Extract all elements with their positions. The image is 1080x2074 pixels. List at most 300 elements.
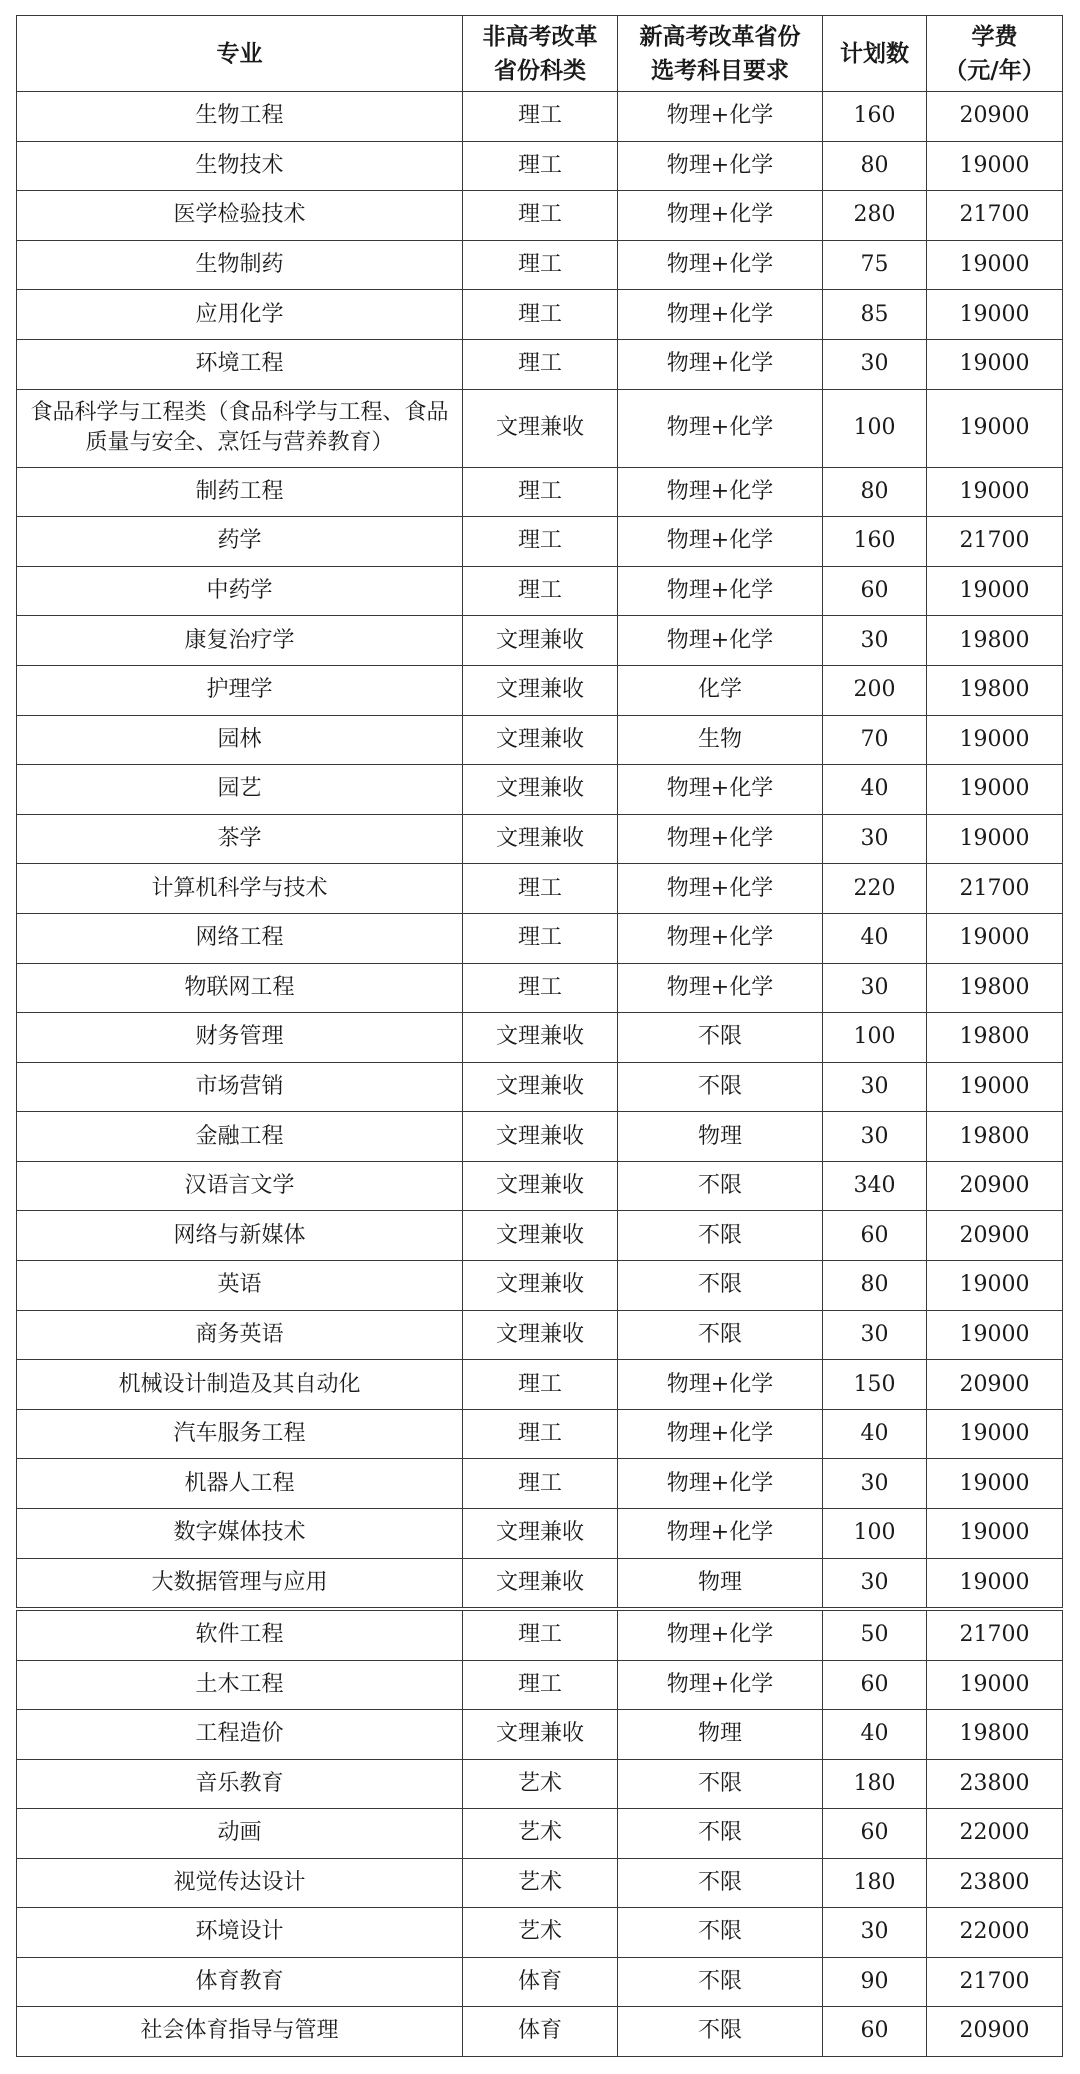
cell-elective-requirement [618, 92, 823, 142]
cell-text: 不限 [697, 1869, 742, 1895]
cell-text: 理工 [517, 202, 562, 228]
cell-elective-requirement [618, 1957, 823, 2007]
cell-text: 20900 [959, 103, 1030, 129]
cell-text: 23800 [959, 1770, 1030, 1796]
table-row [17, 191, 1063, 241]
cell-major [17, 1957, 463, 2007]
cell-subject-category [463, 467, 618, 517]
table-row [17, 1211, 1063, 1261]
cell-text: 商务英语 [195, 1321, 284, 1347]
cell-text: 护理学 [206, 677, 273, 703]
cell-text: 30 [860, 1470, 889, 1496]
cell-major [17, 616, 463, 666]
cell-subject-category [463, 814, 618, 864]
cell-text: 机械设计制造及其自动化 [118, 1371, 361, 1397]
header-line: 非高考改革 [482, 22, 598, 50]
cell-tuition [927, 1809, 1063, 1859]
table-row [17, 1161, 1063, 1211]
cell-plan-count [823, 1957, 927, 2007]
cell-plan-count [823, 290, 927, 340]
cell-subject-category [463, 1858, 618, 1908]
cell-text: 40 [860, 925, 889, 951]
cell-text: 21700 [959, 202, 1030, 228]
cell-text: 19800 [959, 1721, 1030, 1747]
cell-text: 文理兼收 [495, 1272, 584, 1298]
cell-plan-count [823, 1710, 927, 1760]
cell-text: 理工 [517, 1470, 562, 1496]
cell-text: 理工 [517, 578, 562, 604]
cell-text: 软件工程 [195, 1622, 284, 1648]
cell-text: 75 [860, 252, 889, 278]
cell-tuition [927, 1908, 1063, 1958]
cell-text: 生物制药 [195, 252, 284, 278]
cell-text: 物理+化学 [666, 415, 774, 441]
cell-major [17, 191, 463, 241]
cell-text: 19000 [959, 415, 1030, 441]
cell-text: 文理兼收 [495, 1024, 584, 1050]
header-major [17, 16, 463, 92]
table-row [17, 1459, 1063, 1509]
cell-subject-category [463, 665, 618, 715]
cell-text: 网络工程 [195, 925, 284, 951]
table-row [17, 1858, 1063, 1908]
cell-text: 生物工程 [195, 103, 284, 129]
cell-text: 60 [860, 578, 889, 604]
cell-text: 药学 [217, 528, 262, 554]
cell-plan-count [823, 1509, 927, 1559]
cell-major [17, 240, 463, 290]
cell-plan-count [823, 814, 927, 864]
cell-tuition [927, 517, 1063, 567]
cell-plan-count [823, 665, 927, 715]
table-row [17, 517, 1063, 567]
cell-text: 物理+化学 [666, 478, 774, 504]
cell-elective-requirement [618, 1558, 823, 1608]
cell-tuition [927, 1660, 1063, 1710]
cell-text: 30 [860, 351, 889, 377]
cell-text: 19000 [959, 1671, 1030, 1697]
cell-text: 20900 [959, 1222, 1030, 1248]
cell-text: 不限 [697, 1073, 742, 1099]
table-row [17, 467, 1063, 517]
cell-tuition [927, 141, 1063, 191]
cell-plan-count [823, 1558, 927, 1608]
cell-tuition [927, 1360, 1063, 1410]
table-row [17, 1908, 1063, 1958]
cell-text: 不限 [697, 1024, 742, 1050]
cell-text: 20900 [959, 2018, 1030, 2044]
table-body [17, 92, 1063, 1608]
cell-plan-count [823, 566, 927, 616]
cell-plan-count [823, 1062, 927, 1112]
cell-text: 土木工程 [195, 1671, 284, 1697]
cell-text: 艺术 [517, 1770, 562, 1796]
cell-major [17, 1558, 463, 1608]
cell-text: 19000 [959, 1321, 1030, 1347]
cell-text: 23800 [959, 1869, 1030, 1895]
cell-text: 85 [860, 301, 889, 327]
cell-text: 化学 [697, 677, 742, 703]
cell-text: 70 [860, 726, 889, 752]
cell-text: 19000 [959, 776, 1030, 802]
cell-elective-requirement [618, 1161, 823, 1211]
cell-text: 茶学 [217, 826, 262, 852]
cell-subject-category [463, 1809, 618, 1859]
cell-tuition [927, 963, 1063, 1013]
cell-major [17, 1261, 463, 1311]
table-row [17, 616, 1063, 666]
cell-major [17, 913, 463, 963]
cell-tuition [927, 715, 1063, 765]
cell-plan-count [823, 389, 927, 467]
header-line: 计划数 [840, 39, 909, 67]
cell-plan-count [823, 1112, 927, 1162]
cell-text: 60 [860, 1222, 889, 1248]
cell-plan-count [823, 765, 927, 815]
cell-text: 机器人工程 [184, 1470, 295, 1496]
cell-elective-requirement [618, 566, 823, 616]
cell-tuition [927, 765, 1063, 815]
cell-elective-requirement [618, 715, 823, 765]
cell-major [17, 1360, 463, 1410]
cell-elective-requirement [618, 1710, 823, 1760]
cell-text: 体育 [517, 2018, 562, 2044]
cell-elective-requirement [618, 1509, 823, 1559]
cell-text: 理工 [517, 974, 562, 1000]
cell-text: 物理+化学 [666, 1622, 774, 1648]
cell-text: 文理兼收 [495, 726, 584, 752]
header-subject-category [463, 16, 618, 92]
cell-plan-count [823, 1858, 927, 1908]
cell-plan-count [823, 616, 927, 666]
table-row [17, 1611, 1063, 1661]
table-row [17, 240, 1063, 290]
table-row [17, 1013, 1063, 1063]
cell-text: 19000 [959, 726, 1030, 752]
cell-plan-count [823, 1161, 927, 1211]
cell-text: 30 [860, 1073, 889, 1099]
cell-text: 19000 [959, 1073, 1030, 1099]
header-plan-count [823, 16, 927, 92]
cell-text: 19000 [959, 826, 1030, 852]
cell-text: 60 [860, 1671, 889, 1697]
cell-text: 200 [853, 677, 896, 703]
cell-text: 文理兼收 [495, 1222, 584, 1248]
cell-text: 不限 [697, 1321, 742, 1347]
cell-text: 理工 [517, 152, 562, 178]
cell-text: 物理+化学 [666, 252, 774, 278]
cell-text: 19000 [959, 301, 1030, 327]
cell-text: 英语 [217, 1272, 262, 1298]
cell-plan-count [823, 1013, 927, 1063]
table-row [17, 1957, 1063, 2007]
cell-text: 80 [860, 152, 889, 178]
cell-text: 理工 [517, 351, 562, 377]
cell-text: 康复治疗学 [184, 627, 295, 653]
cell-subject-category [463, 1261, 618, 1311]
table-row [17, 1809, 1063, 1859]
cell-elective-requirement [618, 814, 823, 864]
cell-text: 体育教育 [195, 1968, 284, 1994]
cell-subject-category [463, 1013, 618, 1063]
cell-major [17, 1310, 463, 1360]
cell-text: 物理+化学 [666, 875, 774, 901]
cell-text: 动画 [217, 1820, 262, 1846]
header-tuition [927, 16, 1063, 92]
cell-text: 21700 [959, 1968, 1030, 1994]
cell-elective-requirement [618, 1211, 823, 1261]
cell-major [17, 864, 463, 914]
cell-elective-requirement [618, 1360, 823, 1410]
cell-subject-category [463, 1710, 618, 1760]
cell-major [17, 1211, 463, 1261]
table-row [17, 1360, 1063, 1410]
cell-text: 工程造价 [195, 1721, 284, 1747]
table-row [17, 339, 1063, 389]
cell-text: 180 [853, 1869, 896, 1895]
cell-text: 物理+化学 [666, 103, 774, 129]
cell-subject-category [463, 963, 618, 1013]
cell-elective-requirement [618, 1310, 823, 1360]
cell-text: 30 [860, 627, 889, 653]
cell-text: 30 [860, 826, 889, 852]
header-line: 省份科类 [494, 56, 586, 84]
cell-plan-count [823, 1908, 927, 1958]
cell-text: 文理兼收 [495, 415, 584, 441]
cell-text: 环境设计 [195, 1919, 284, 1945]
cell-tuition [927, 1858, 1063, 1908]
cell-text: 理工 [517, 1622, 562, 1648]
cell-text: 文理兼收 [495, 1173, 584, 1199]
cell-text: 园林 [217, 726, 262, 752]
cell-text: 60 [860, 1820, 889, 1846]
cell-text: 19000 [959, 1272, 1030, 1298]
cell-text: 物理 [697, 1721, 742, 1747]
cell-elective-requirement [618, 517, 823, 567]
cell-elective-requirement [618, 616, 823, 666]
cell-text: 19000 [959, 152, 1030, 178]
cell-text: 网络与新媒体 [173, 1222, 306, 1248]
cell-major [17, 1809, 463, 1859]
cell-plan-count [823, 864, 927, 914]
cell-major [17, 92, 463, 142]
cell-text: 物理+化学 [666, 1671, 774, 1697]
cell-tuition [927, 1459, 1063, 1509]
cell-plan-count [823, 339, 927, 389]
cell-text: 19000 [959, 1421, 1030, 1447]
cell-tuition [927, 2007, 1063, 2057]
cell-text: 文理兼收 [495, 776, 584, 802]
cell-text: 20900 [959, 1371, 1030, 1397]
cell-text: 100 [853, 1520, 896, 1546]
cell-text: 音乐教育 [195, 1770, 284, 1796]
cell-elective-requirement [618, 1809, 823, 1859]
cell-plan-count [823, 191, 927, 241]
cell-text: 物理+化学 [666, 1421, 774, 1447]
cell-text: 340 [853, 1173, 896, 1199]
cell-plan-count [823, 1660, 927, 1710]
cell-plan-count [823, 1360, 927, 1410]
cell-text: 100 [853, 415, 896, 441]
cell-major [17, 1459, 463, 1509]
cell-text: 19000 [959, 1569, 1030, 1595]
cell-plan-count [823, 2007, 927, 2057]
cell-text: 19800 [959, 1123, 1030, 1149]
cell-text: 280 [853, 202, 896, 228]
cell-elective-requirement [618, 1409, 823, 1459]
cell-elective-requirement [618, 1459, 823, 1509]
cell-plan-count [823, 1409, 927, 1459]
cell-text: 22000 [959, 1919, 1030, 1945]
cell-text: 物理+化学 [666, 925, 774, 951]
cell-elective-requirement [618, 467, 823, 517]
cell-plan-count [823, 715, 927, 765]
cell-text: 金融工程 [195, 1123, 284, 1149]
cell-elective-requirement [618, 290, 823, 340]
cell-subject-category [463, 1360, 618, 1410]
cell-tuition [927, 864, 1063, 914]
cell-elective-requirement [618, 389, 823, 467]
cell-text: 汽车服务工程 [173, 1421, 306, 1447]
cell-text: 19800 [959, 627, 1030, 653]
cell-subject-category [463, 1957, 618, 2007]
cell-subject-category [463, 1310, 618, 1360]
cell-text: 30 [860, 1123, 889, 1149]
cell-text: 180 [853, 1770, 896, 1796]
cell-text: 40 [860, 1421, 889, 1447]
cell-subject-category [463, 1908, 618, 1958]
cell-elective-requirement [618, 1660, 823, 1710]
cell-major [17, 1710, 463, 1760]
cell-major [17, 141, 463, 191]
cell-tuition [927, 616, 1063, 666]
cell-text: 艺术 [517, 1869, 562, 1895]
cell-text: 19000 [959, 351, 1030, 377]
cell-plan-count [823, 141, 927, 191]
table-row [17, 141, 1063, 191]
cell-major [17, 963, 463, 1013]
cell-text: 21700 [959, 528, 1030, 554]
cell-text: 19800 [959, 677, 1030, 703]
cell-major [17, 566, 463, 616]
cell-text: 20900 [959, 1173, 1030, 1199]
cell-tuition [927, 1409, 1063, 1459]
cell-plan-count [823, 240, 927, 290]
cell-major [17, 517, 463, 567]
cell-subject-category [463, 92, 618, 142]
cell-text: 生物 [697, 726, 742, 752]
table-row [17, 1710, 1063, 1760]
cell-elective-requirement [618, 1759, 823, 1809]
cell-elective-requirement [618, 1013, 823, 1063]
cell-tuition [927, 1759, 1063, 1809]
cell-tuition [927, 92, 1063, 142]
cell-text: 物理+化学 [666, 1520, 774, 1546]
cell-text: 文理兼收 [495, 826, 584, 852]
cell-plan-count [823, 913, 927, 963]
cell-text: 30 [860, 1321, 889, 1347]
cell-text: 理工 [517, 1421, 562, 1447]
cell-plan-count [823, 517, 927, 567]
cell-text: 理工 [517, 1371, 562, 1397]
cell-subject-category [463, 1112, 618, 1162]
table-header [17, 16, 1063, 92]
cell-text: 21700 [959, 1622, 1030, 1648]
cell-tuition [927, 1261, 1063, 1311]
admission-plan-table [16, 15, 1063, 1608]
cell-text: 财务管理 [195, 1024, 284, 1050]
cell-text: 150 [853, 1371, 896, 1397]
cell-major [17, 1409, 463, 1459]
cell-tuition [927, 814, 1063, 864]
cell-text: 物理+化学 [666, 351, 774, 377]
cell-text: 理工 [517, 875, 562, 901]
cell-text: 制药工程 [195, 478, 284, 504]
cell-tuition [927, 339, 1063, 389]
cell-text: 19000 [959, 925, 1030, 951]
cell-major [17, 1660, 463, 1710]
cell-text: 不限 [697, 1919, 742, 1945]
cell-text: 环境工程 [195, 351, 284, 377]
table-row [17, 92, 1063, 142]
cell-text: 50 [860, 1622, 889, 1648]
cell-text: 100 [853, 1024, 896, 1050]
cell-major [17, 1611, 463, 1661]
table-row [17, 665, 1063, 715]
cell-text: 物理+化学 [666, 776, 774, 802]
cell-major [17, 2007, 463, 2057]
cell-elective-requirement [618, 765, 823, 815]
cell-subject-category [463, 1660, 618, 1710]
cell-text: 物理+化学 [666, 826, 774, 852]
cell-text: 理工 [517, 103, 562, 129]
cell-elective-requirement [618, 1062, 823, 1112]
cell-elective-requirement [618, 191, 823, 241]
cell-major [17, 1509, 463, 1559]
cell-text: 食品科学与工程类（食品科学与工程、食品质量与安全、烹饪与营养教育） [30, 400, 449, 456]
cell-plan-count [823, 1261, 927, 1311]
cell-text: 不限 [697, 1222, 742, 1248]
cell-elective-requirement [618, 2007, 823, 2057]
cell-tuition [927, 566, 1063, 616]
cell-tuition [927, 1211, 1063, 1261]
cell-tuition [927, 467, 1063, 517]
cell-text: 大数据管理与应用 [151, 1569, 328, 1595]
cell-tuition [927, 1710, 1063, 1760]
cell-text: 数字媒体技术 [173, 1520, 306, 1546]
cell-text: 21700 [959, 875, 1030, 901]
cell-tuition [927, 240, 1063, 290]
table-body [17, 1611, 1063, 2057]
cell-subject-category [463, 1062, 618, 1112]
header-line: 学费 [971, 22, 1018, 50]
cell-text: 艺术 [517, 1820, 562, 1846]
cell-text: 40 [860, 776, 889, 802]
cell-text: 文理兼收 [495, 627, 584, 653]
cell-elective-requirement [618, 913, 823, 963]
cell-subject-category [463, 1161, 618, 1211]
cell-tuition [927, 913, 1063, 963]
cell-text: 物理+化学 [666, 1470, 774, 1496]
table-row [17, 290, 1063, 340]
cell-text: 物理+化学 [666, 301, 774, 327]
table-row [17, 389, 1063, 467]
cell-plan-count [823, 1759, 927, 1809]
cell-major [17, 765, 463, 815]
table-row [17, 715, 1063, 765]
cell-major [17, 1062, 463, 1112]
cell-text: 不限 [697, 1173, 742, 1199]
